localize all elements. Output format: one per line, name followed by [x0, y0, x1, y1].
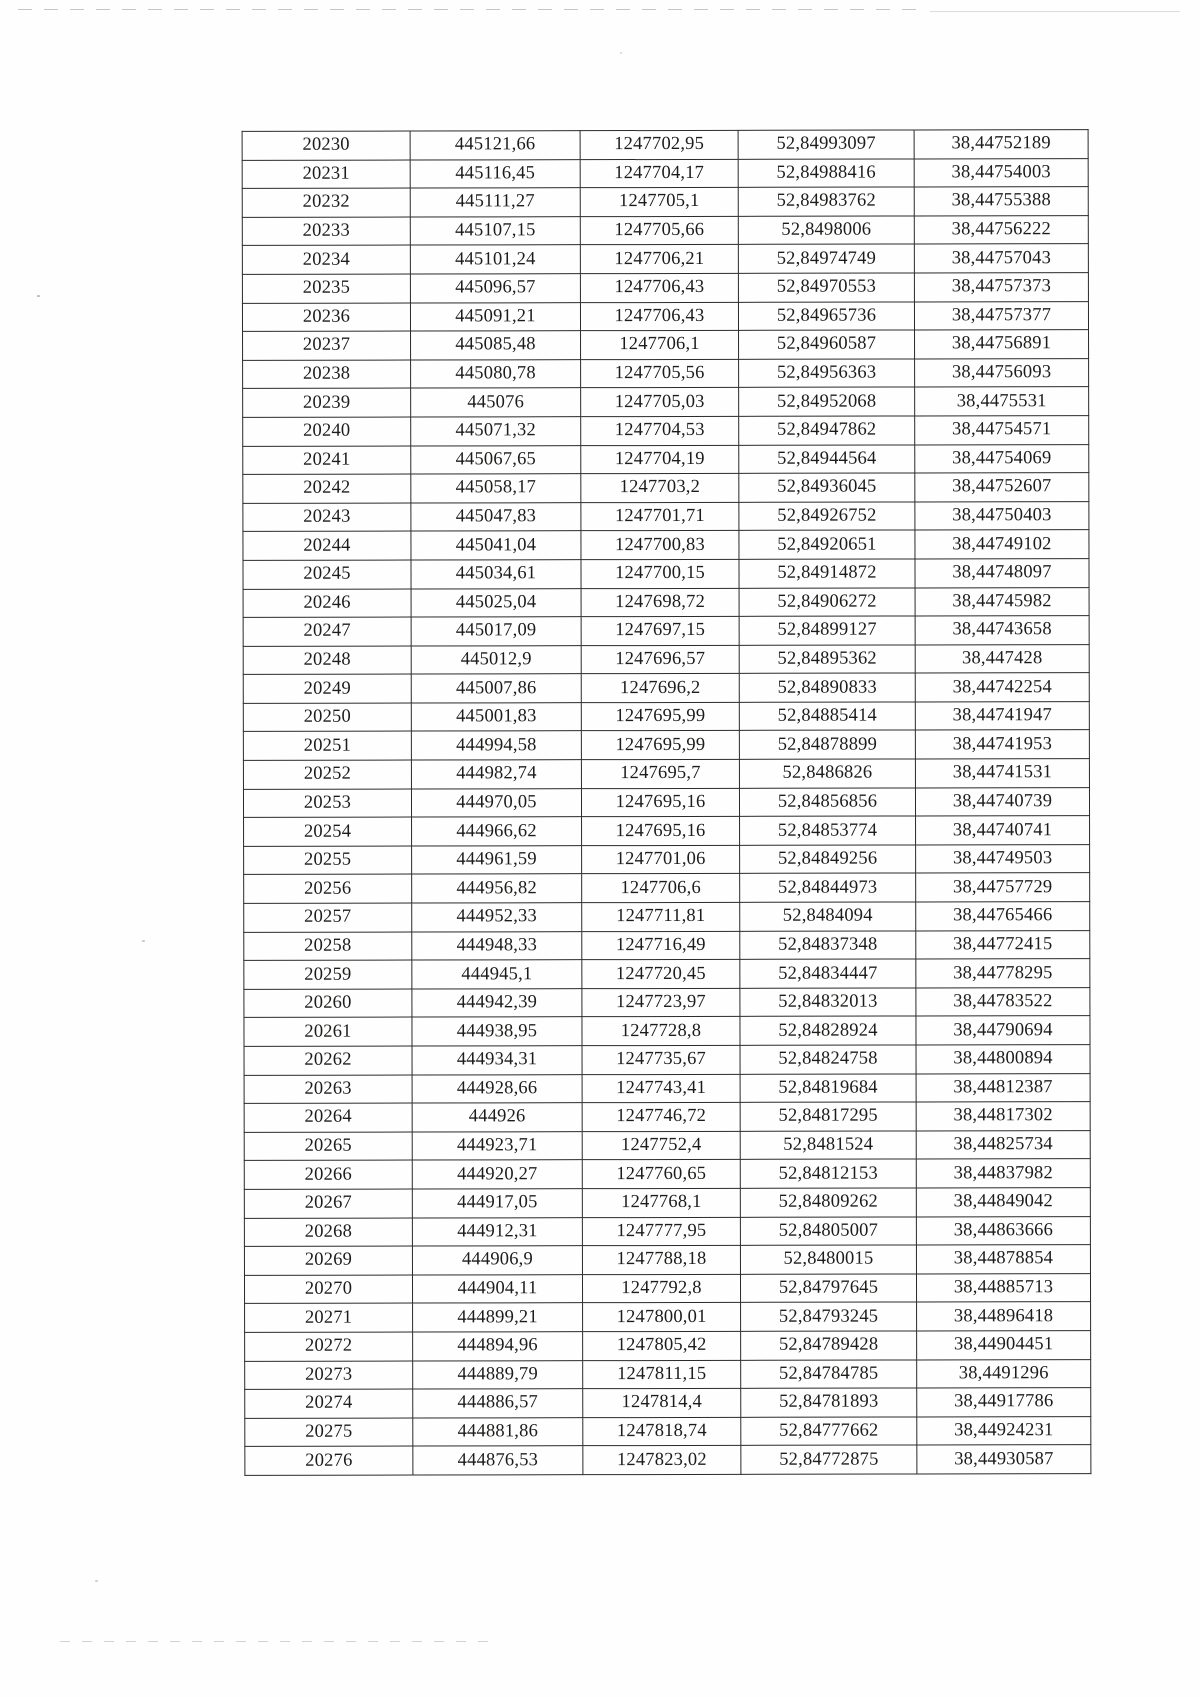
table-cell: 1247728,8	[582, 1017, 740, 1046]
table-row	[244, 1159, 1090, 1189]
table-cell: 52,84970553	[738, 273, 914, 302]
table-cell: 20238	[243, 360, 411, 389]
table-cell: 52,84844973	[740, 873, 916, 902]
table-cell: 52,84789428	[741, 1331, 917, 1360]
table-row	[243, 358, 1089, 388]
table-row	[244, 844, 1090, 874]
table-cell: 444923,71	[412, 1131, 582, 1160]
table-cell: 20242	[243, 474, 411, 503]
table-cell: 38,44757729	[916, 873, 1090, 902]
table-cell: 1247800,01	[583, 1303, 741, 1332]
table-row	[244, 1130, 1090, 1160]
table-cell: 20264	[244, 1103, 412, 1132]
table-cell: 52,8484094	[740, 902, 916, 931]
scan-artifact-line	[18, 9, 918, 10]
table-cell: 444912,31	[412, 1217, 582, 1246]
table-cell: 52,84856856	[739, 788, 915, 817]
table-cell: 20236	[242, 303, 410, 332]
table-cell: 52,8498006	[738, 216, 914, 245]
table-cell: 38,44757377	[914, 301, 1088, 330]
table-cell: 444945,1	[412, 960, 582, 989]
table-cell: 20257	[244, 903, 412, 932]
table-cell: 1247704,53	[581, 416, 739, 445]
table-row	[244, 816, 1090, 846]
table-cell: 1247703,2	[581, 473, 739, 502]
table-cell: 20274	[245, 1389, 413, 1418]
table-cell: 444876,53	[413, 1446, 583, 1475]
table-row	[243, 559, 1089, 589]
table-cell: 38,44752189	[914, 130, 1088, 159]
table-row	[242, 158, 1088, 188]
table-cell: 38,44800894	[916, 1045, 1090, 1074]
table-row	[244, 1016, 1090, 1046]
table-cell: 38,44812387	[916, 1073, 1090, 1102]
table-cell: 38,44755388	[914, 187, 1088, 216]
table-cell: 20251	[243, 732, 411, 761]
table-cell: 445017,09	[411, 617, 581, 646]
table-cell: 38,44772415	[916, 930, 1090, 959]
table-row	[244, 1273, 1090, 1303]
table-cell: 20247	[243, 617, 411, 646]
table-cell: 445071,32	[411, 417, 581, 446]
table-cell: 445121,66	[410, 131, 580, 160]
table-row	[245, 1416, 1091, 1446]
table-cell: 445001,83	[411, 703, 581, 732]
table-cell: 1247705,56	[581, 359, 739, 388]
table-cell: 52,84906272	[739, 587, 915, 616]
table-cell: 20267	[244, 1189, 412, 1218]
table-cell: 38,44837982	[916, 1159, 1090, 1188]
table-cell: 1247698,72	[581, 588, 739, 617]
table-cell: 52,84926752	[739, 502, 915, 531]
table-cell: 445116,45	[410, 159, 580, 188]
table-row	[245, 1359, 1091, 1389]
table-row	[244, 987, 1090, 1017]
coordinate-table	[242, 129, 1092, 1476]
table-cell: 38,44741947	[915, 701, 1089, 730]
table-cell: 444942,39	[412, 988, 582, 1017]
table-cell: 445034,61	[411, 560, 581, 589]
table-cell: 52,84832013	[740, 988, 916, 1017]
table-cell: 38,44745982	[915, 587, 1089, 616]
table-cell: 445096,57	[410, 274, 580, 303]
table-cell: 20263	[244, 1075, 412, 1104]
table-cell: 52,84914872	[739, 559, 915, 588]
table-cell: 445058,17	[411, 474, 581, 503]
table-cell: 38,44757373	[914, 273, 1088, 302]
table-cell: 1247704,19	[581, 445, 739, 474]
table-cell: 20256	[244, 874, 412, 903]
table-cell: 445025,04	[411, 588, 581, 617]
table-cell: 1247805,42	[583, 1331, 741, 1360]
table-cell: 444948,33	[412, 931, 582, 960]
table-cell: 445080,78	[411, 359, 581, 388]
table-row	[245, 1388, 1091, 1418]
table-cell: 38,44817302	[916, 1102, 1090, 1131]
table-cell: 20272	[245, 1332, 413, 1361]
table-row	[244, 1045, 1090, 1075]
table-cell: 1247711,81	[582, 902, 740, 931]
table-row	[242, 215, 1088, 245]
table-cell: 52,84936045	[739, 473, 915, 502]
table-cell: 1247746,72	[582, 1103, 740, 1132]
table-cell: 52,8481524	[740, 1131, 916, 1160]
table-row	[243, 387, 1089, 417]
table-cell: 52,84944564	[739, 445, 915, 474]
table-cell: 445012,9	[411, 645, 581, 674]
table-row	[244, 873, 1090, 903]
table-cell: 1247811,15	[583, 1360, 741, 1389]
table-cell: 1247695,99	[581, 731, 739, 760]
table-cell: 20258	[244, 932, 412, 961]
table-cell: 52,84817295	[740, 1102, 916, 1131]
table-cell: 20255	[244, 846, 412, 875]
table-cell: 52,84812153	[740, 1159, 916, 1188]
table-row	[243, 501, 1089, 531]
table-cell: 52,84890833	[739, 673, 915, 702]
table-cell: 52,84988416	[738, 159, 914, 188]
table-cell: 445107,15	[410, 216, 580, 245]
table-cell: 52,84828924	[740, 1016, 916, 1045]
table-row	[245, 1302, 1091, 1332]
table-cell: 38,44749503	[916, 844, 1090, 873]
table-cell: 20259	[244, 960, 412, 989]
table-cell: 52,84983762	[738, 187, 914, 216]
table-cell: 38,44790694	[916, 1016, 1090, 1045]
table-cell: 1247700,83	[581, 531, 739, 560]
table-cell: 1247777,95	[582, 1217, 740, 1246]
table-cell: 444917,05	[412, 1189, 582, 1218]
table-cell: 38,44924231	[917, 1416, 1091, 1445]
table-cell: 52,84837348	[740, 931, 916, 960]
table-cell: 1247743,41	[582, 1074, 740, 1103]
table-cell: 445101,24	[410, 245, 580, 274]
table-cell: 38,44756093	[915, 358, 1089, 387]
table-cell: 38,44756222	[914, 215, 1088, 244]
table-row	[243, 616, 1089, 646]
table-cell: 52,84772875	[741, 1445, 917, 1474]
table-cell: 38,44825734	[916, 1130, 1090, 1159]
table-cell: 52,84819684	[740, 1074, 916, 1103]
table-cell: 1247696,57	[581, 645, 739, 674]
table-cell: 445076	[411, 388, 581, 417]
table-cell: 20239	[243, 388, 411, 417]
table-cell: 444961,59	[412, 846, 582, 875]
table-cell: 444920,27	[412, 1160, 582, 1189]
table-cell: 52,84878899	[739, 730, 915, 759]
table-cell: 52,84899127	[739, 616, 915, 645]
table-cell: 38,44754571	[915, 416, 1089, 445]
table-row	[244, 1188, 1090, 1218]
scan-artifact-line	[60, 1641, 490, 1642]
table-cell: 1247735,67	[582, 1045, 740, 1074]
table-cell: 445047,83	[411, 502, 581, 531]
coordinate-table-body	[242, 130, 1091, 1476]
table-cell: 38,44743658	[915, 616, 1089, 645]
table-cell: 20231	[242, 160, 410, 189]
table-cell: 38,44896418	[917, 1302, 1091, 1331]
table-cell: 20253	[243, 789, 411, 818]
table-cell: 20252	[243, 760, 411, 789]
table-cell: 444894,96	[413, 1332, 583, 1361]
table-cell: 444934,31	[412, 1046, 582, 1075]
table-cell: 20250	[243, 703, 411, 732]
table-cell: 38,44740739	[915, 787, 1089, 816]
table-cell: 52,84797645	[740, 1274, 916, 1303]
table-cell: 20245	[243, 560, 411, 589]
table-cell: 20248	[243, 646, 411, 675]
table-cell: 444982,74	[411, 760, 581, 789]
table-cell: 1247788,18	[582, 1246, 740, 1275]
table-cell: 52,84947862	[739, 416, 915, 445]
table-row	[244, 959, 1090, 989]
table-cell: 38,44749102	[915, 530, 1089, 559]
table-cell: 444994,58	[411, 731, 581, 760]
table-cell: 1247752,4	[582, 1131, 740, 1160]
table-cell: 20273	[245, 1361, 413, 1390]
table-cell: 52,84885414	[739, 702, 915, 731]
scan-artifact-speck	[142, 940, 145, 942]
table-cell: 20233	[242, 217, 410, 246]
table-cell: 52,84960587	[739, 330, 915, 359]
table-row	[244, 1245, 1090, 1275]
table-cell: 20260	[244, 989, 412, 1018]
table-cell: 38,44754003	[914, 158, 1088, 187]
table-cell: 52,84956363	[739, 359, 915, 388]
scan-artifact-speck	[37, 295, 40, 297]
table-cell: 20265	[244, 1132, 412, 1161]
table-row	[245, 1331, 1091, 1361]
table-cell: 1247823,02	[583, 1446, 741, 1475]
table-row	[243, 473, 1089, 503]
table-cell: 20276	[245, 1446, 413, 1475]
table-cell: 38,44904451	[917, 1331, 1091, 1360]
table-cell: 445067,65	[411, 445, 581, 474]
table-cell: 38,44748097	[915, 559, 1089, 588]
table-cell: 38,44878854	[916, 1245, 1090, 1274]
table-cell: 38,44754069	[915, 444, 1089, 473]
table-row	[243, 330, 1089, 360]
table-cell: 20266	[244, 1160, 412, 1189]
table-cell: 445111,27	[410, 188, 580, 217]
table-cell: 38,44742254	[915, 673, 1089, 702]
table-cell: 1247720,45	[582, 960, 740, 989]
table-row	[242, 130, 1088, 160]
table-cell: 1247706,1	[581, 331, 739, 360]
table-cell: 38,4475531	[915, 387, 1089, 416]
table-cell: 20254	[244, 817, 412, 846]
table-cell: 1247705,03	[581, 388, 739, 417]
table-cell: 444928,66	[412, 1074, 582, 1103]
table-cell: 20249	[243, 674, 411, 703]
table-row	[244, 1102, 1090, 1132]
table-cell: 52,84993097	[738, 130, 914, 159]
table-cell: 52,84824758	[740, 1045, 916, 1074]
scan-artifact-line	[930, 11, 1180, 12]
table-cell: 38,44863666	[916, 1216, 1090, 1245]
table-cell: 1247695,16	[582, 817, 740, 846]
table-cell: 38,44752607	[915, 473, 1089, 502]
table-cell: 20234	[242, 245, 410, 274]
table-row	[243, 587, 1089, 617]
table-cell: 38,44757043	[914, 244, 1088, 273]
table-cell: 1247792,8	[582, 1274, 740, 1303]
table-cell: 1247705,66	[580, 216, 738, 245]
table-row	[243, 644, 1089, 674]
table-cell: 1247723,97	[582, 988, 740, 1017]
scan-artifact-speck	[620, 52, 622, 54]
table-cell: 1247695,16	[581, 788, 739, 817]
table-cell: 52,84784785	[741, 1360, 917, 1389]
table-cell: 20235	[242, 274, 410, 303]
table-cell: 1247695,7	[581, 759, 739, 788]
table-cell: 38,447428	[915, 644, 1089, 673]
table-row	[245, 1445, 1091, 1475]
table-cell: 1247818,74	[583, 1417, 741, 1446]
table-row	[242, 273, 1088, 303]
table-cell: 445091,21	[410, 302, 580, 331]
table-cell: 444904,11	[412, 1274, 582, 1303]
table-cell: 1247702,95	[580, 130, 738, 159]
table-row	[243, 701, 1089, 731]
scan-artifact-speck	[95, 1580, 98, 1582]
table-cell: 38,44741953	[915, 730, 1089, 759]
table-cell: 1247704,17	[580, 159, 738, 188]
table-cell: 38,44765466	[916, 902, 1090, 931]
table-cell: 444952,33	[412, 903, 582, 932]
table-cell: 38,44783522	[916, 987, 1090, 1016]
table-cell: 52,84805007	[740, 1217, 916, 1246]
table-cell: 1247701,06	[582, 845, 740, 874]
table-cell: 445085,48	[411, 331, 581, 360]
table-cell: 20237	[243, 331, 411, 360]
table-cell: 444970,05	[411, 788, 581, 817]
table-cell: 1247706,6	[582, 874, 740, 903]
table-row	[244, 930, 1090, 960]
table-cell: 20243	[243, 503, 411, 532]
table-cell: 20270	[244, 1275, 412, 1304]
table-cell: 52,8486826	[739, 759, 915, 788]
table-row	[243, 416, 1089, 446]
table-cell: 38,44930587	[917, 1445, 1091, 1474]
table-cell: 52,84793245	[741, 1302, 917, 1331]
table-cell: 20240	[243, 417, 411, 446]
table-cell: 444956,82	[412, 874, 582, 903]
table-cell: 38,44741531	[915, 759, 1089, 788]
table-cell: 20241	[243, 446, 411, 475]
table-row	[243, 530, 1089, 560]
table-cell: 52,84974749	[738, 244, 914, 273]
table-cell: 1247768,1	[582, 1188, 740, 1217]
table-cell: 20268	[244, 1218, 412, 1247]
table-row	[244, 1073, 1090, 1103]
table-cell: 1247700,15	[581, 559, 739, 588]
table-cell: 445041,04	[411, 531, 581, 560]
table-cell: 1247706,21	[580, 245, 738, 274]
table-row	[242, 244, 1088, 274]
table-cell: 444938,95	[412, 1017, 582, 1046]
table-cell: 444966,62	[412, 817, 582, 846]
table-cell: 20271	[245, 1303, 413, 1332]
table-row	[242, 301, 1088, 331]
table-cell: 38,44917786	[917, 1388, 1091, 1417]
table-cell: 52,84849256	[740, 845, 916, 874]
table-cell: 1247696,2	[581, 674, 739, 703]
table-row	[243, 730, 1089, 760]
table-cell: 1247705,1	[580, 188, 738, 217]
table-cell: 20275	[245, 1418, 413, 1447]
table-cell: 1247716,49	[582, 931, 740, 960]
table-row	[243, 673, 1089, 703]
table-cell: 52,84952068	[739, 387, 915, 416]
table-cell: 1247814,4	[583, 1388, 741, 1417]
table-cell: 52,84781893	[741, 1388, 917, 1417]
table-cell: 38,44778295	[916, 959, 1090, 988]
table-cell: 52,84895362	[739, 645, 915, 674]
table-cell: 445007,86	[411, 674, 581, 703]
table-cell: 52,84834447	[740, 959, 916, 988]
table-cell: 20246	[243, 589, 411, 618]
table-cell: 20261	[244, 1017, 412, 1046]
table-cell: 444889,79	[413, 1360, 583, 1389]
table-cell: 20232	[242, 188, 410, 217]
table-cell: 20262	[244, 1046, 412, 1075]
table-cell: 38,44849042	[916, 1188, 1090, 1217]
table-cell: 52,84853774	[740, 816, 916, 845]
table-cell: 20230	[242, 131, 410, 160]
table-cell: 52,84965736	[738, 302, 914, 331]
table-row	[242, 187, 1088, 217]
table-row	[243, 787, 1089, 817]
table-cell: 52,8480015	[740, 1245, 916, 1274]
table-cell: 1247706,43	[580, 273, 738, 302]
table-cell: 444906,9	[412, 1246, 582, 1275]
table-cell: 38,44885713	[916, 1273, 1090, 1302]
table-cell: 1247760,65	[582, 1160, 740, 1189]
table-cell: 38,44756891	[915, 330, 1089, 359]
table-cell: 444926	[412, 1103, 582, 1132]
table-row	[243, 759, 1089, 789]
table-cell: 20269	[244, 1246, 412, 1275]
table-cell: 444899,21	[413, 1303, 583, 1332]
table-cell: 52,84809262	[740, 1188, 916, 1217]
table-cell: 38,44750403	[915, 501, 1089, 530]
table-cell: 1247697,15	[581, 616, 739, 645]
table-row	[244, 1216, 1090, 1246]
table-cell: 52,84777662	[741, 1417, 917, 1446]
table-cell: 52,84920651	[739, 530, 915, 559]
table-cell: 1247695,99	[581, 702, 739, 731]
table-cell: 444886,57	[413, 1389, 583, 1418]
table-row	[244, 902, 1090, 932]
table-cell: 38,44740741	[916, 816, 1090, 845]
table-row	[243, 444, 1089, 474]
table-cell: 444881,86	[413, 1417, 583, 1446]
table-cell: 38,4491296	[917, 1359, 1091, 1388]
table-cell: 1247701,71	[581, 502, 739, 531]
table-cell: 1247706,43	[580, 302, 738, 331]
table-cell: 20244	[243, 531, 411, 560]
